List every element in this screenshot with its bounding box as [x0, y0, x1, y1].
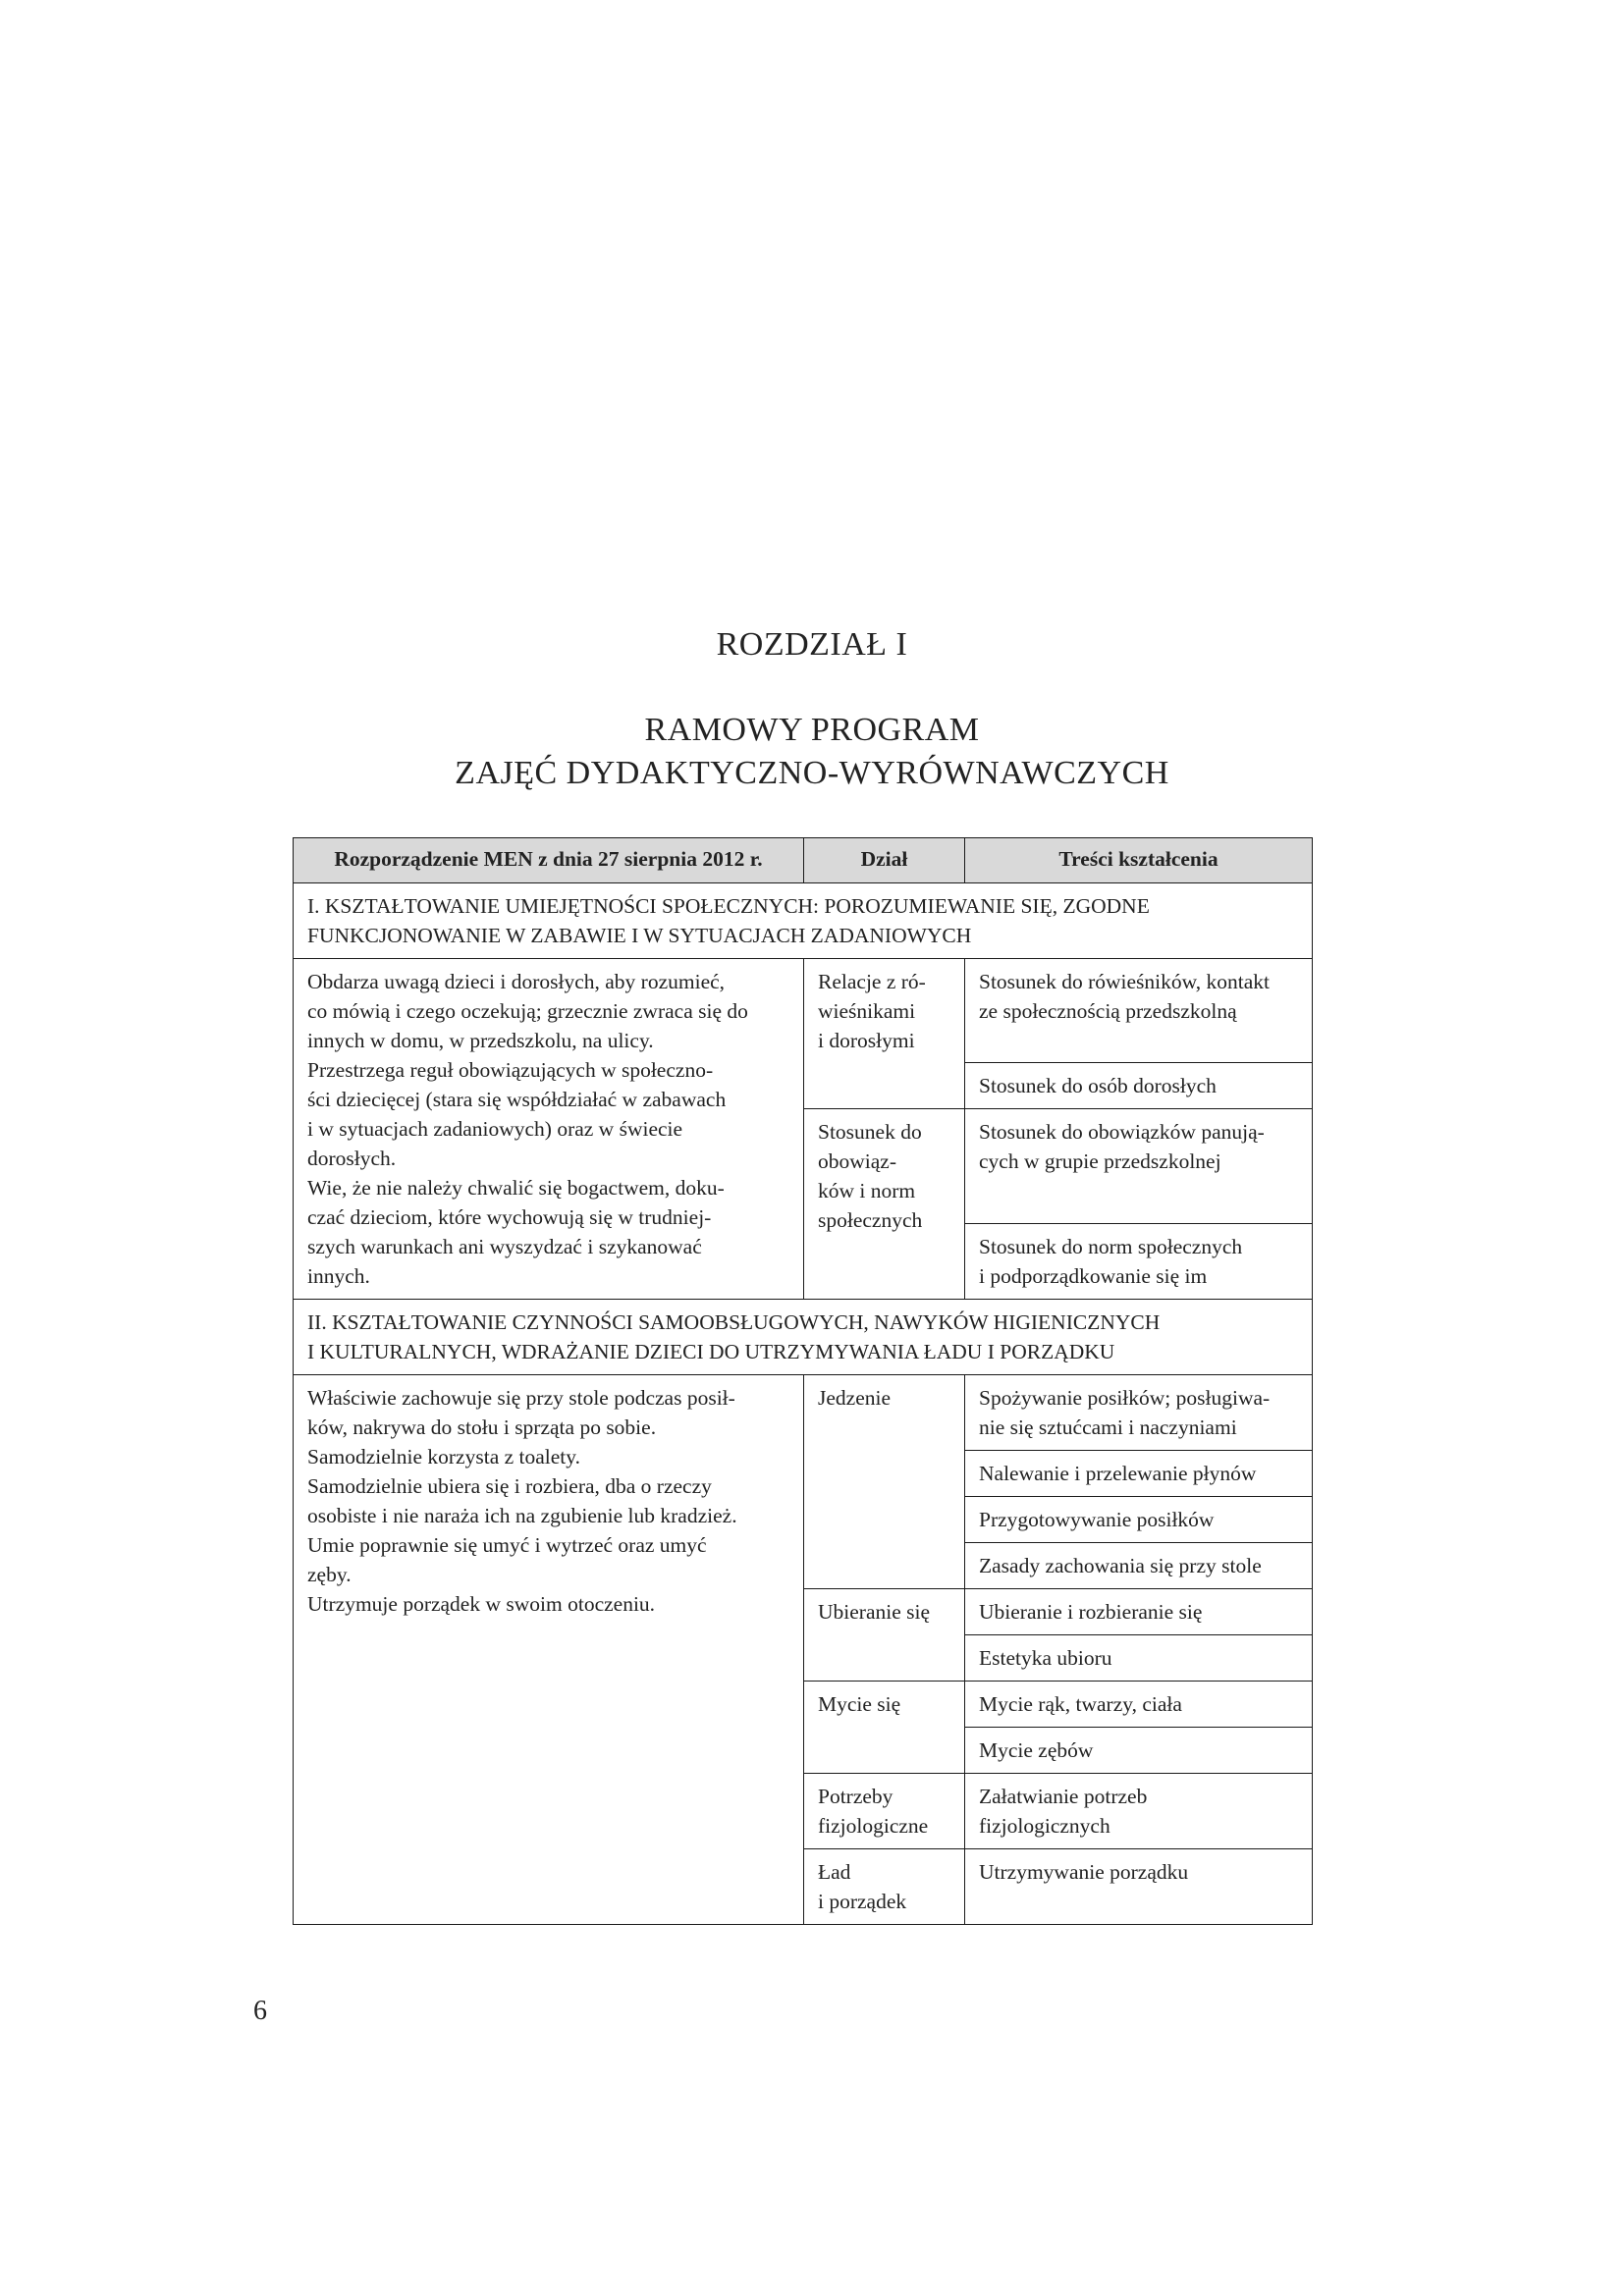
tresc-line: cych w grupie przedszkolnej — [979, 1149, 1221, 1173]
section-2-heading-line: II. KSZTAŁTOWANIE CZYNNOŚCI SAMOOBSŁUGOWYCH, NAWYKÓW HIGIENICZNYCH — [307, 1310, 1161, 1334]
dzial-line: Ład — [818, 1860, 851, 1884]
document-title — [0, 709, 1624, 795]
chapter-heading: ROZDZIAŁ I — [716, 626, 908, 663]
tresc-cell: Mycie rąk, twarzy, ciała — [965, 1682, 1313, 1728]
description-line: Obdarza uwagą dzieci i dorosłych, aby rozumieć, — [307, 970, 726, 993]
section-heading-row — [294, 883, 1313, 959]
section-1-heading-line: FUNKCJONOWANIE W ZABAWIE I W SYTUACJACH ZADANIOWYCH — [307, 924, 972, 947]
description-line: Utrzymuje porządek w swoim otoczeniu. — [307, 1592, 656, 1616]
dzial-line: Jedzenie — [818, 1386, 892, 1410]
description-line: Właściwie zachowuje się przy stole podczas posił- — [307, 1386, 735, 1410]
tresc-line: ze społecznością przedszkolną — [979, 999, 1237, 1023]
section-1-heading — [294, 883, 1313, 959]
dzial-potrzeby — [804, 1774, 965, 1849]
description-line: ków, nakrywa do stołu i sprząta po sobie. — [307, 1415, 657, 1439]
program-table — [293, 837, 1313, 1925]
tresc-cell: Mycie zębów — [965, 1728, 1313, 1774]
tresc-cell — [965, 1109, 1313, 1224]
description-line: dorosłych. — [307, 1147, 397, 1170]
tresc-cell: Utrzymywanie porządku — [965, 1849, 1313, 1925]
tresc-line: Spożywanie posiłków; posługiwa- — [979, 1386, 1271, 1410]
page-number: 6 — [253, 1996, 267, 2026]
tresc-line: Stosunek do osób dorosłych — [979, 1074, 1217, 1097]
title-line-1: RAMOWY PROGRAM — [644, 712, 980, 748]
description-line: Umie poprawnie się umyć i wytrzeć oraz umyć — [307, 1533, 707, 1557]
dzial-line: wieśnikami — [818, 999, 916, 1023]
header-tresci: Treści kształcenia — [965, 838, 1313, 883]
title-line-2: ZAJĘĆ DYDAKTYCZNO-WYRÓWNAWCZYCH — [455, 755, 1169, 791]
section-1-heading-line: I. KSZTAŁTOWANIE UMIEJĘTNOŚCI SPOŁECZNYCH: POROZUMIEWANIE SIĘ, ZGODNE — [307, 894, 1150, 918]
tresc-line: nie się sztućcami i naczyniami — [979, 1415, 1237, 1439]
tresc-cell: Ubieranie i rozbieranie się — [965, 1589, 1313, 1635]
description-line: Wie, że nie należy chwalić się bogactwem, doku- — [307, 1176, 725, 1200]
description-line: czać dzieciom, które wychowują się w trudniej- — [307, 1205, 712, 1229]
tresc-cell: Nalewanie i przelewanie płynów — [965, 1451, 1313, 1497]
header-dzial: Dział — [804, 838, 965, 883]
dzial-line: ków i norm — [818, 1179, 916, 1202]
dzial-line: społecznych — [818, 1208, 923, 1232]
dzial-line: Relacje z ró- — [818, 970, 926, 993]
dzial-line: Stosunek do — [818, 1120, 922, 1144]
section-heading-row — [294, 1300, 1313, 1375]
section-2-description — [294, 1375, 804, 1925]
section-2-heading-line: I KULTURALNYCH, WDRAŻANIE DZIECI DO UTRZYMYWANIA ŁADU I PORZĄDKU — [307, 1340, 1115, 1363]
table-row — [294, 1375, 1313, 1451]
description-line: osobiste i nie naraża ich na zgubienie lub kradzież. — [307, 1504, 737, 1527]
tresc-cell — [965, 959, 1313, 1063]
dzial-line: i porządek — [818, 1890, 907, 1913]
tresc-cell — [965, 1375, 1313, 1451]
description-line: i w sytuacjach zadaniowych) oraz w świecie — [307, 1117, 683, 1141]
section-2-heading — [294, 1300, 1313, 1375]
tresc-line: fizjologicznych — [979, 1814, 1110, 1838]
description-line: zęby. — [307, 1563, 352, 1586]
tresc-cell: Przygotowywanie posiłków — [965, 1497, 1313, 1543]
dzial-jedzenie — [804, 1375, 965, 1589]
tresc-line: Stosunek do obowiązków panują- — [979, 1120, 1265, 1144]
dzial-lad — [804, 1849, 965, 1925]
tresc-cell — [965, 1063, 1313, 1109]
dzial-mycie: Mycie się — [804, 1682, 965, 1774]
tresc-line: Stosunek do norm społecznych — [979, 1235, 1243, 1258]
tresc-cell — [965, 1224, 1313, 1300]
dzial-ubieranie: Ubieranie się — [804, 1589, 965, 1682]
description-line: szych warunkach ani wyszydzać i szykanować — [307, 1235, 702, 1258]
tresc-line: i podporządkowanie się im — [979, 1264, 1208, 1288]
description-line: ści dziecięcej (stara się współdziałać w zabawach — [307, 1088, 727, 1111]
description-line: innych. — [307, 1264, 370, 1288]
tresc-cell — [965, 1774, 1313, 1849]
section-1-description — [294, 959, 804, 1300]
description-line: innych w domu, w przedszkolu, na ulicy. — [307, 1029, 654, 1052]
tresc-cell: Estetyka ubioru — [965, 1635, 1313, 1682]
dzial-line: fizjologiczne — [818, 1814, 929, 1838]
tresc-line: Załatwianie potrzeb — [979, 1785, 1148, 1808]
description-line: co mówią i czego oczekują; grzecznie zwraca się do — [307, 999, 748, 1023]
dzial-relacje — [804, 959, 965, 1109]
table-header-row — [294, 838, 1313, 883]
description-line: Samodzielnie ubiera się i rozbiera, dba o rzeczy — [307, 1474, 712, 1498]
dzial-stosunek — [804, 1109, 965, 1300]
description-line: Przestrzega reguł obowiązujących w społeczno- — [307, 1058, 714, 1082]
dzial-line: Potrzeby — [818, 1785, 893, 1808]
header-regulation: Rozporządzenie MEN z dnia 27 sierpnia 2012 r. — [294, 838, 804, 883]
description-line: Samodzielnie korzysta z toalety. — [307, 1445, 581, 1468]
dzial-line: obowiąz- — [818, 1149, 896, 1173]
dzial-line: i dorosłymi — [818, 1029, 915, 1052]
table-row — [294, 959, 1313, 1063]
tresc-cell: Zasady zachowania się przy stole — [965, 1543, 1313, 1589]
tresc-line: Stosunek do rówieśników, kontakt — [979, 970, 1271, 993]
